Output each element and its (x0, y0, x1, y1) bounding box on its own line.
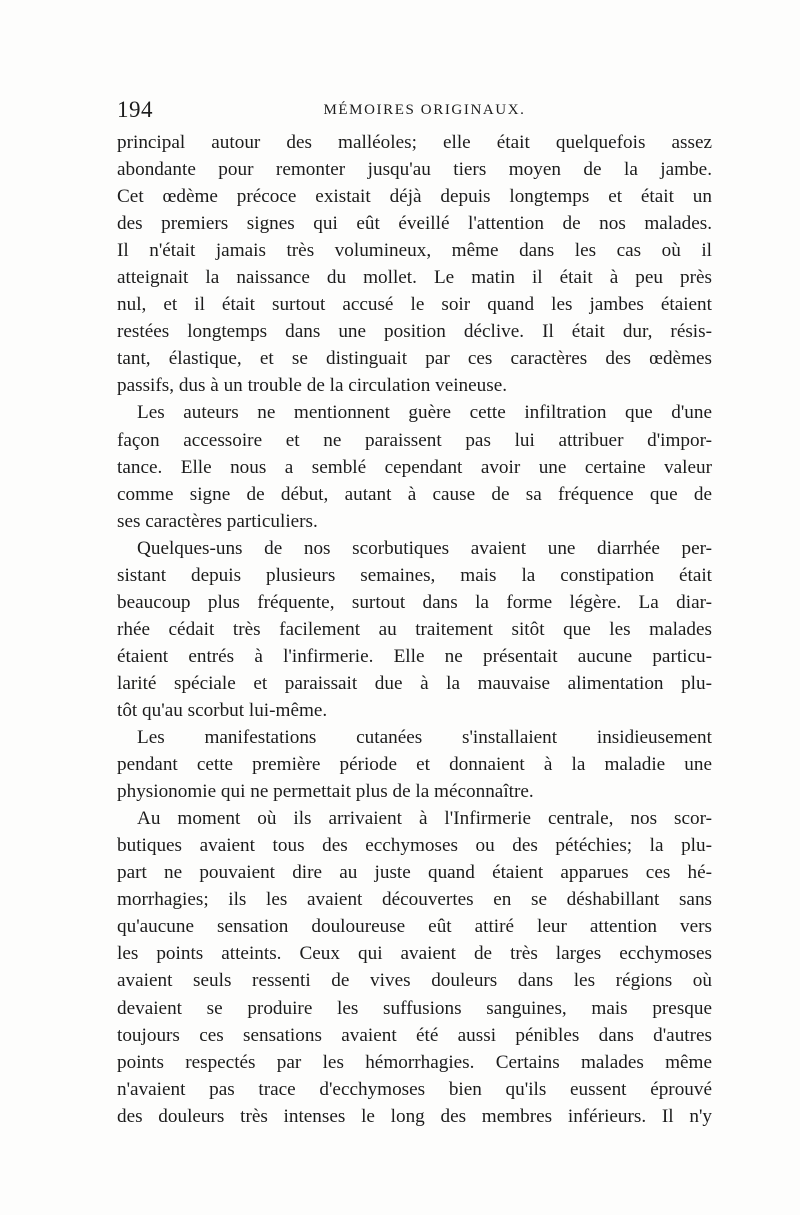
text-line: beaucoup plus fréquente, surtout dans la forme légère. La diar- (117, 591, 712, 613)
text-line: comme signe de début, autant à cause de sa fréquence que de (117, 483, 712, 505)
text-line: des premiers signes qui eût éveillé l'attention de nos malades. (117, 213, 712, 235)
text-line: part ne pouvaient dire au juste quand étaient apparues ces hé- (117, 862, 712, 884)
text-line: restées longtemps dans une position déclive. Il était dur, résis- (117, 321, 712, 343)
text-line: les points atteints. Ceux qui avaient de très larges ecchymoses (117, 943, 712, 965)
body-text (117, 129, 712, 1130)
text-line: Cet œdème précoce existait déjà depuis longtemps et était un (117, 186, 712, 208)
text-line: façon accessoire et ne paraissent pas lui attribuer d'impor- (117, 429, 712, 451)
text-line: butiques avaient tous des ecchymoses ou des pétéchies; la plu- (117, 835, 712, 857)
text-line: Il n'était jamais très volumineux, même dans les cas où il (117, 240, 712, 262)
text-line: Les auteurs ne mentionnent guère cette infiltration que d'une (137, 402, 712, 424)
text-line: physionomie qui ne permettait plus de la méconnaître. (117, 781, 534, 803)
text-line: devaient se produire les suffusions sanguines, mais presque (117, 997, 712, 1019)
text-line: tance. Elle nous a semblé cependant avoir une certaine valeur (117, 456, 712, 478)
text-line: des douleurs très intenses le long des membres inférieurs. Il n'y (117, 1105, 712, 1127)
text-line: morrhagies; ils les avaient découvertes en se déshabillant sans (117, 889, 712, 911)
text-line: principal autour des malléoles; elle était quelquefois assez (117, 132, 712, 153)
text-line: Les manifestations cutanées s'installaient insidieusement (137, 727, 712, 749)
text-line: sistant depuis plusieurs semaines, mais la constipation était (117, 564, 712, 586)
text-line: ses caractères particuliers. (117, 510, 318, 532)
text-line: tant, élastique, et se distinguait par ces caractères des œdèmes (117, 348, 712, 370)
text-line: rhée cédait très facilement au traitement sitôt que les malades (117, 618, 712, 640)
text-line: Quelques-uns de nos scorbutiques avaient une diarrhée per- (137, 537, 712, 559)
running-title: MÉMOIRES ORIGINAUX. (323, 102, 526, 118)
text-line: nul, et il était surtout accusé le soir quand les jambes étaient (117, 294, 712, 316)
text-line: tôt qu'au scorbut lui-même. (117, 699, 328, 721)
text-line: points respectés par les hémorrhagies. Certains malades même (117, 1051, 712, 1073)
text-line: toujours ces sensations avaient été aussi pénibles dans d'autres (117, 1024, 712, 1046)
page-number: 194 (117, 97, 153, 122)
text-line: passifs, dus à un trouble de la circulation veineuse. (117, 375, 508, 397)
text-line: n'avaient pas trace d'ecchymoses bien qu'ils eussent éprouvé (117, 1078, 712, 1100)
running-head (117, 96, 712, 124)
text-line: pendant cette première période et donnaient à la maladie une (117, 754, 712, 776)
text-line: atteignait la naissance du mollet. Le matin il était à peu près (117, 267, 712, 289)
text-line: qu'aucune sensation douloureuse eût attiré leur attention vers (117, 916, 712, 938)
text-line: avaient seuls ressenti de vives douleurs dans les régions où (117, 970, 712, 992)
text-line: abondante pour remonter jusqu'au tiers moyen de la jambe. (117, 159, 712, 181)
text-line: étaient entrés à l'infirmerie. Elle ne présentait aucune particu- (117, 645, 712, 667)
text-line: Au moment où ils arrivaient à l'Infirmerie centrale, nos scor- (137, 808, 712, 830)
text-line: larité spéciale et paraissait due à la mauvaise alimentation plu- (117, 672, 712, 694)
